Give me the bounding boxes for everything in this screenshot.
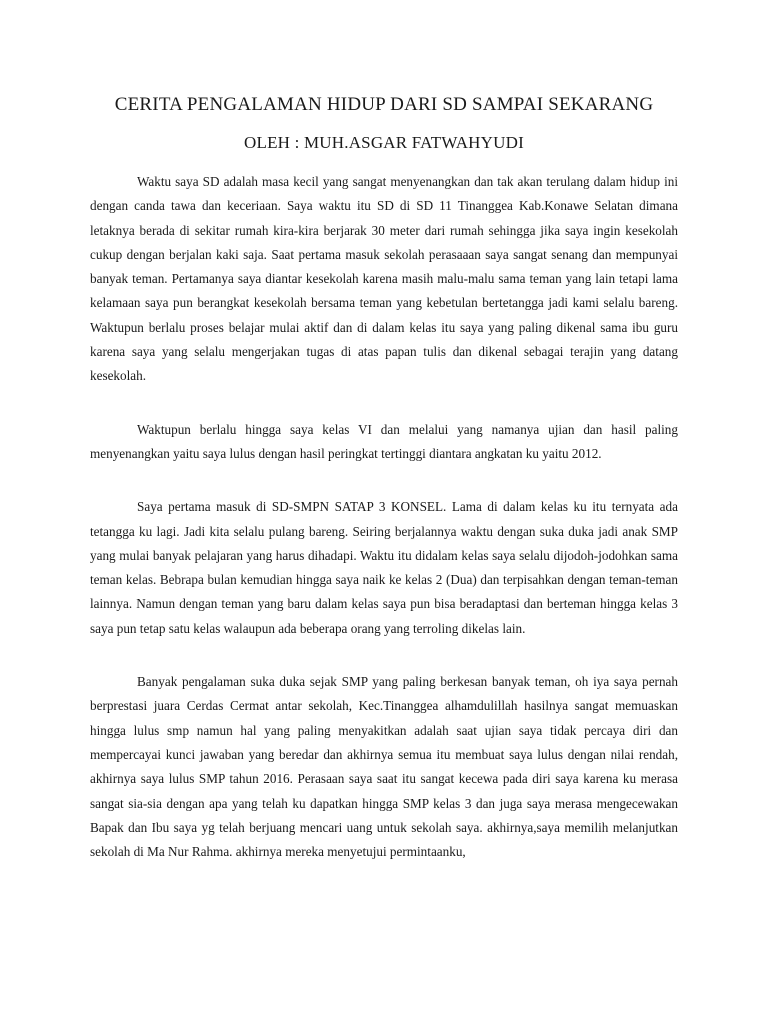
document-body bbox=[90, 90, 678, 893]
paragraph-1: Waktu saya SD adalah masa kecil yang sangat menyenangkan dan tak akan terulang dalam hidup ini dengan canda tawa dan keceriaan. Saya waktu itu SD di SD 11 Tinanggea Kab.Konawe Selatan dimana letaknya berada di sekitar rumah kira-kira berjarak 30 meter dari rumah sehingga jika saya ingin kesekolah cukup dengan berjalan kaki saja. Saat pertama masuk sekolah perasaaan saya sangat senang dan mempunyai banyak teman. Pertamanya saya diantar kesekolah karena masih malu-malu sama teman yang lain tetapi lama kelamaan saya pun berangkat kesekolah bersama teman yang kebetulan bertetangga jadi kami selalu bareng. Waktupun berlalu proses belajar mulai aktif dan di dalam kelas itu saya yang paling dikenal sama ibu guru karena saya yang selalu mengerjakan tugas di atas papan tulis dan dikenal sebagai terajin yang datang kesekolah. bbox=[90, 174, 678, 384]
document-title: CERITA PENGALAMAN HIDUP DARI SD SAMPAI SEKARANG bbox=[114, 94, 654, 115]
paragraph-4: Banyak pengalaman suka duka sejak SMP yang paling berkesan banyak teman, oh iya saya pernah berprestasi juara Cerdas Cermat antar sekolah, Kec.Tinanggea alhamdulillah hasilnya sangat memuaskan hingga lulus smp namun hal yang paling menyakitkan adalah saat ujian saya tidak percaya diri dan mempercayai kunci jawaban yang beredar dan akhirnya semua itu membuat saya lulus dengan nilai rendah, akhirnya saya lulus SMP tahun 2016. Perasaan saya saat itu sangat kecewa pada diri saya karena ku merasa sangat sia-sia dengan apa yang telah ku dapatkan hingga SMP kelas 3 dan juga saya merasa mengecewakan Bapak dan Ibu saya yg telah berjuang mencari uang untuk sekolah saya. akhirnya,saya memilih melanjutkan sekolah di Ma Nur Rahma. akhirnya mereka menyetujui permintaanku, bbox=[90, 674, 678, 860]
paragraph-3: Saya pertama masuk di SD-SMPN SATAP 3 KONSEL. Lama di dalam kelas ku itu ternyata ada tetangga ku lagi. Jadi kita selalu pulang bareng. Seiring berjalannya waktu dengan suka duka jadi anak SMP yang mulai banyak pelajaran yang harus dihadapi. Waktu itu didalam kelas saya selalu dijodoh-jodohkan sama teman kelas. Bebrapa bulan kemudian hingga saya naik ke kelas 2 (Dua) dan terpisahkan dengan teman-teman lainnya. Namun dengan teman yang baru dalam kelas saya pun bisa beradaptasi dan berteman hingga kelas 3 saya pun tetap satu kelas walaupun ada beberapa orang yang terroling dikelas lain. bbox=[90, 499, 678, 636]
document-author: OLEH : MUH.ASGAR FATWAHYUDI bbox=[244, 133, 524, 152]
paragraph-2: Waktupun berlalu hingga saya kelas VI dan melalui yang namanya ujian dan hasil paling menyenangkan yaitu saya lulus dengan hasil peringkat tertinggi diantara angkatan ku yaitu 2012. bbox=[90, 421, 678, 461]
